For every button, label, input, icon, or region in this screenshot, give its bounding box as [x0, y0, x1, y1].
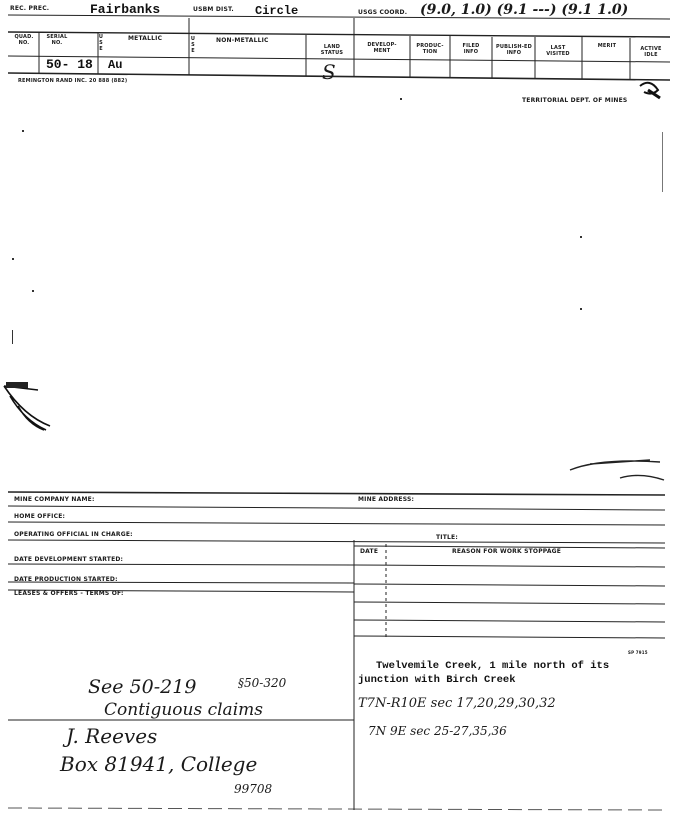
leases-label: LEASES & OFFERS - TERMS OF: [14, 590, 124, 597]
contiguous-claims: Contiguous claims [104, 700, 263, 720]
speck [580, 308, 582, 310]
date-col-header: DATE [360, 548, 379, 555]
date-production-label: DATE PRODUCTION STARTED: [14, 576, 118, 583]
header-strip [0, 0, 678, 112]
col-use: U S E [98, 34, 104, 52]
col-active-idle: ACTIVE IDLE [640, 46, 662, 58]
quad-serial-value: 50- 18 [46, 57, 93, 72]
speck [32, 290, 34, 292]
operating-official-label: OPERATING OFFICIAL IN CHARGE: [14, 531, 133, 538]
reason-col-header: REASON FOR WORK STOPPAGE [452, 548, 562, 555]
rec-prec-label: REC. PREC. [10, 5, 50, 12]
usbm-dist-value: Circle [255, 4, 299, 18]
speck [12, 258, 14, 260]
usgs-coord-label: USGS COORD. [358, 9, 408, 16]
col-published-info: PUBLISH-ED INFO [496, 44, 533, 56]
col-non-metallic: NON-METALLIC [216, 37, 269, 44]
speck [400, 98, 402, 100]
mine-address-label: MINE ADDRESS: [358, 496, 415, 503]
township-line-1: T7N-R10E sec 17,20,29,30,32 [358, 696, 556, 711]
speck [580, 236, 582, 238]
see-reference-number: §50-320 [238, 676, 287, 690]
col-filed-info: FILED INFO [462, 43, 480, 55]
comment-address: Box 81941, College [60, 752, 258, 776]
comment-name: J. Reeves [66, 724, 158, 748]
rec-prec-value: Fairbanks [90, 2, 161, 17]
metallic-value: Au [108, 58, 123, 72]
form-code: SP 7915 [628, 650, 648, 655]
printer-line: REMINGTON RAND INC. 20 888 (882) [18, 78, 128, 84]
title-label: TITLE: [436, 534, 458, 541]
township-line-2: 7N 9E sec 25-27,35,36 [368, 724, 507, 738]
see-reference: See 50-219 [88, 676, 197, 698]
dept-label: TERRITORIAL DEPT. OF MINES [522, 97, 628, 104]
col-metallic: METALLIC [128, 35, 163, 42]
land-status-value: S [322, 60, 336, 84]
location-line-1: Twelvemile Creek, 1 mile north of its [376, 660, 610, 672]
col-production: PRODUC-TION [416, 43, 444, 55]
col-use-2: U S E [190, 36, 196, 54]
comment-zip: 99708 [234, 782, 273, 796]
speck [662, 132, 663, 192]
mine-company-name-label: MINE COMPANY NAME: [14, 496, 95, 503]
col-land-status: LAND STATUS [320, 44, 344, 56]
col-development: DEVELOP-MENT [367, 42, 397, 54]
usbm-dist-label: USBM DIST. [193, 6, 234, 13]
usgs-coord-value: (9.0, 1.0) (9.1 ---) (9.1 1.0) [420, 2, 629, 18]
col-merit: MERIT [597, 43, 617, 49]
speck [22, 130, 24, 132]
location-line-2: junction with Birch Creek [358, 674, 516, 686]
torn-edge-artifact [0, 380, 80, 460]
col-quad-no: QUAD. NO. [14, 34, 34, 46]
col-serial-no: SERIAL NO. [46, 34, 68, 46]
speck [12, 330, 13, 344]
col-last-visited: LAST VISITED [546, 45, 570, 57]
date-development-label: DATE DEVELOPMENT STARTED: [14, 556, 124, 563]
home-office-label: HOME OFFICE: [14, 513, 66, 520]
scan-area [0, 112, 678, 472]
